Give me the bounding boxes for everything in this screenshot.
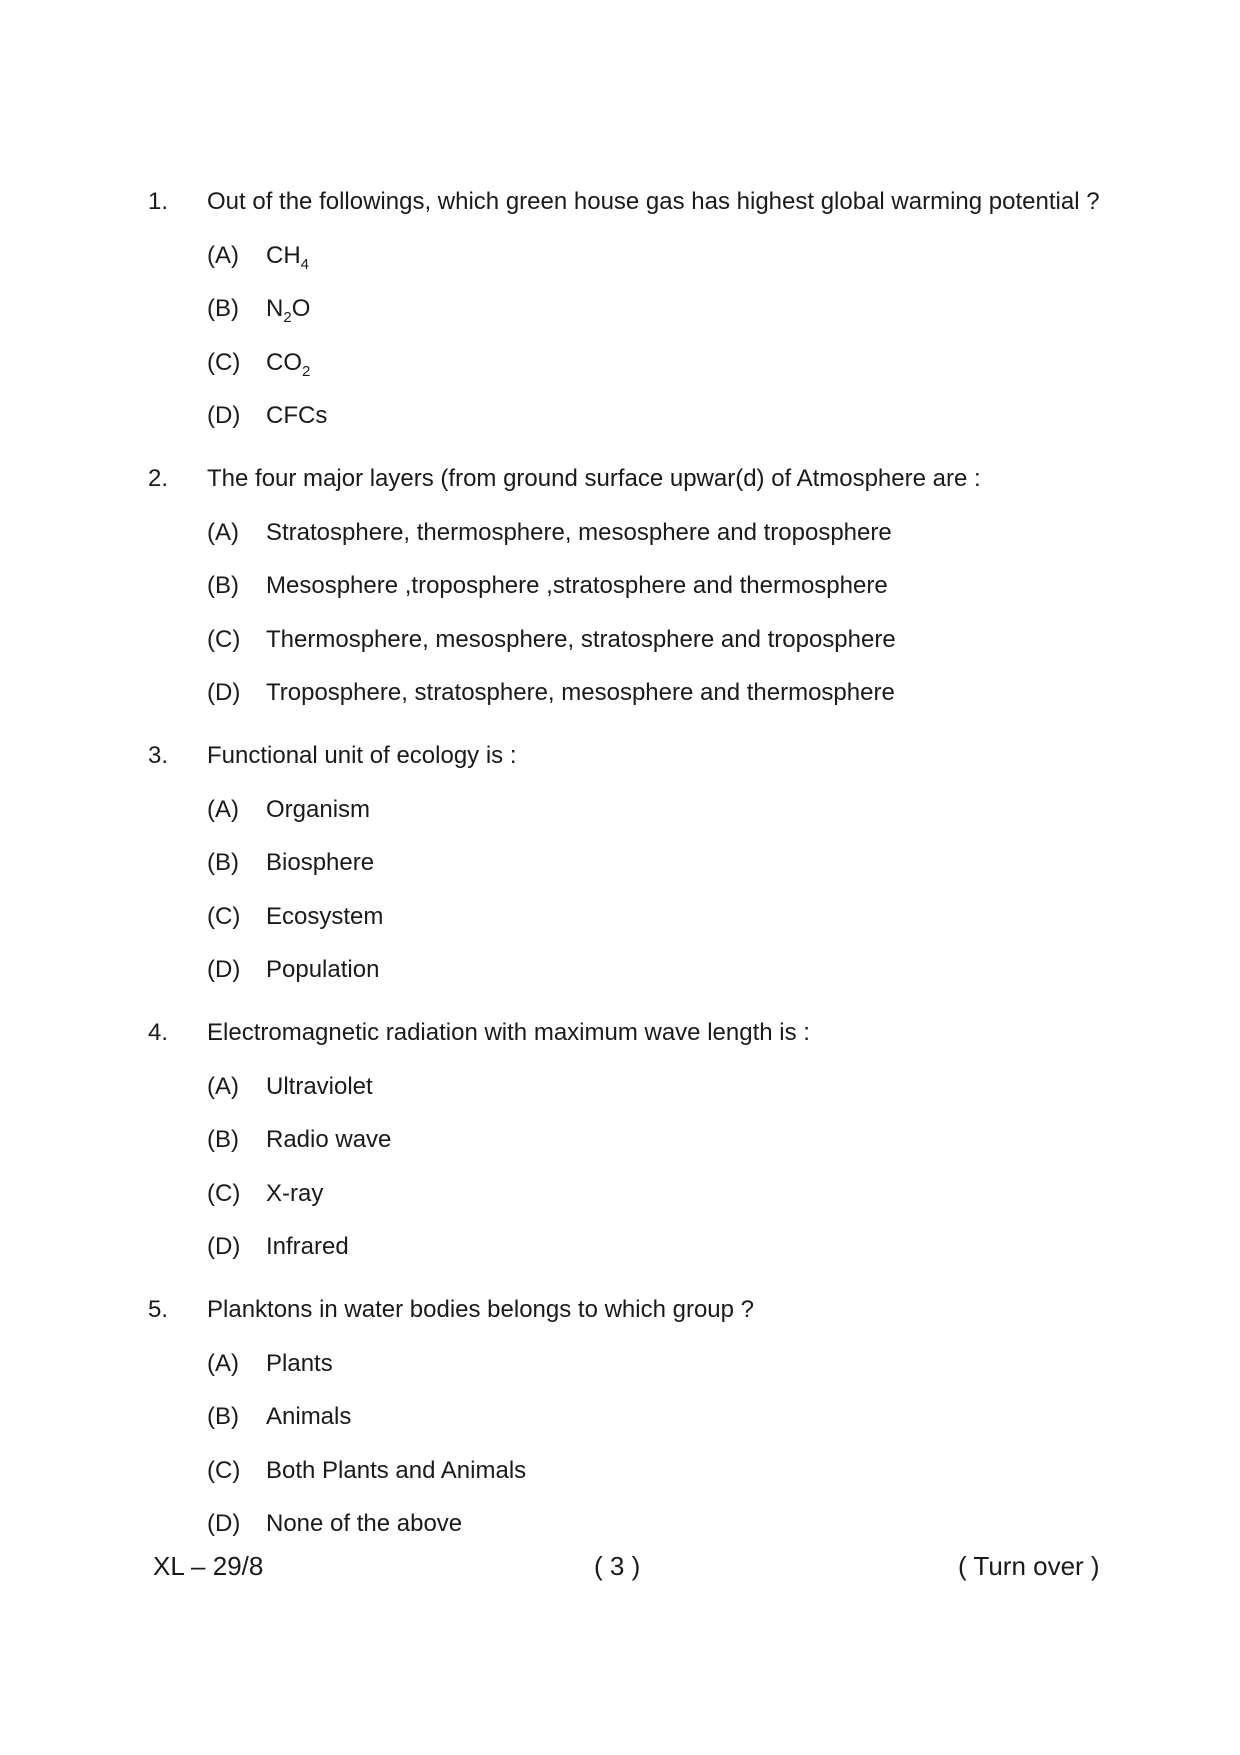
question-number: 3. [148,742,169,769]
option-c [148,348,1108,378]
option-text: Organism [266,795,371,823]
question-3 [148,741,1108,985]
option-d [148,678,1108,708]
question-number: 2. [148,465,169,492]
option-a [148,795,1108,825]
option-label: (B) [207,295,239,322]
option-text: Population [266,956,380,983]
option-text: CFCs [266,402,328,429]
option-label: (D) [207,1233,241,1260]
option-text: Biosphere [266,849,375,876]
question-stem [148,464,1108,494]
turn-over-note: ( Turn over ) [958,1551,1100,1581]
option-b [148,294,1108,324]
option-label: (D) [207,679,241,706]
option-text: Troposphere, stratosphere, mesosphere and thermosphere [266,679,895,706]
option-a [148,518,1108,548]
option-label: (B) [207,1126,239,1153]
option-text: $CH_4$ [266,241,310,273]
option-d [148,955,1108,985]
option-label: (D) [207,402,241,429]
option-b [148,571,1108,601]
option-text: Ultraviolet [266,1072,373,1100]
option-a [148,1349,1108,1379]
option-text: X-ray [266,1179,324,1207]
paper-code: XL – 29/8 [153,1551,264,1581]
option-label: (A) [207,795,239,823]
option-b [148,1125,1108,1155]
option-text: Ecosystem [266,902,384,930]
option-label: (B) [207,849,239,876]
option-b [148,1402,1108,1432]
option-text: Radio wave [266,1126,392,1153]
option-label: (C) [207,902,241,930]
question-1 [148,187,1108,431]
question-stem [148,741,1108,771]
question-stem [148,187,1108,217]
option-text: Thermosphere, mesosphere, stratosphere and troposphere [266,625,896,653]
option-text: Stratosphere, thermosphere, mesosphere and troposphere [266,518,892,546]
question-text: Planktons in water bodies belongs to which group ? [207,1296,755,1323]
option-label: (C) [207,625,241,653]
option-text: Plants [266,1349,333,1377]
option-text: None of the above [266,1510,463,1537]
page-footer [0,1550,1240,1582]
option-b [148,848,1108,878]
question-2 [148,464,1108,708]
question-text: The four major layers (from ground surface upwar(d) of Atmosphere are : [207,465,981,492]
option-label: (D) [207,956,241,983]
question-text: Out of the followings, which green house gas has highest global warming potential ? [207,188,1100,215]
option-d [148,1509,1108,1539]
question-number: 5. [148,1296,169,1323]
option-text: $CO_2$ [266,348,311,380]
question-stem [148,1018,1108,1048]
option-a [148,1072,1108,1102]
option-label: (B) [207,1403,239,1430]
option-text: $N_2O$ [266,295,311,326]
option-text: Infrared [266,1233,349,1260]
question-number: 4. [148,1019,169,1046]
option-label: (A) [207,1072,239,1100]
option-label: (A) [207,518,239,546]
question-number: 1. [148,188,169,215]
question-5 [148,1295,1108,1539]
question-text: Functional unit of ecology is : [207,742,517,769]
option-a [148,241,1108,271]
option-label: (B) [207,572,239,599]
option-label: (D) [207,1510,241,1537]
option-text: Mesosphere ,troposphere ,stratosphere and thermosphere [266,572,888,599]
option-label: (C) [207,1456,241,1484]
option-c [148,902,1108,932]
option-c [148,1179,1108,1209]
option-d [148,401,1108,431]
option-label: (A) [207,241,239,269]
question-4 [148,1018,1108,1262]
option-label: (C) [207,348,241,376]
option-text: Animals [266,1403,352,1430]
option-c [148,1456,1108,1486]
option-text: Both Plants and Animals [266,1456,527,1484]
option-label: (A) [207,1349,239,1377]
option-d [148,1232,1108,1262]
question-text: Electromagnetic radiation with maximum wave length is : [207,1019,810,1046]
question-stem [148,1295,1108,1325]
page-number: ( 3 ) [594,1551,641,1581]
option-label: (C) [207,1179,241,1207]
option-c [148,625,1108,655]
